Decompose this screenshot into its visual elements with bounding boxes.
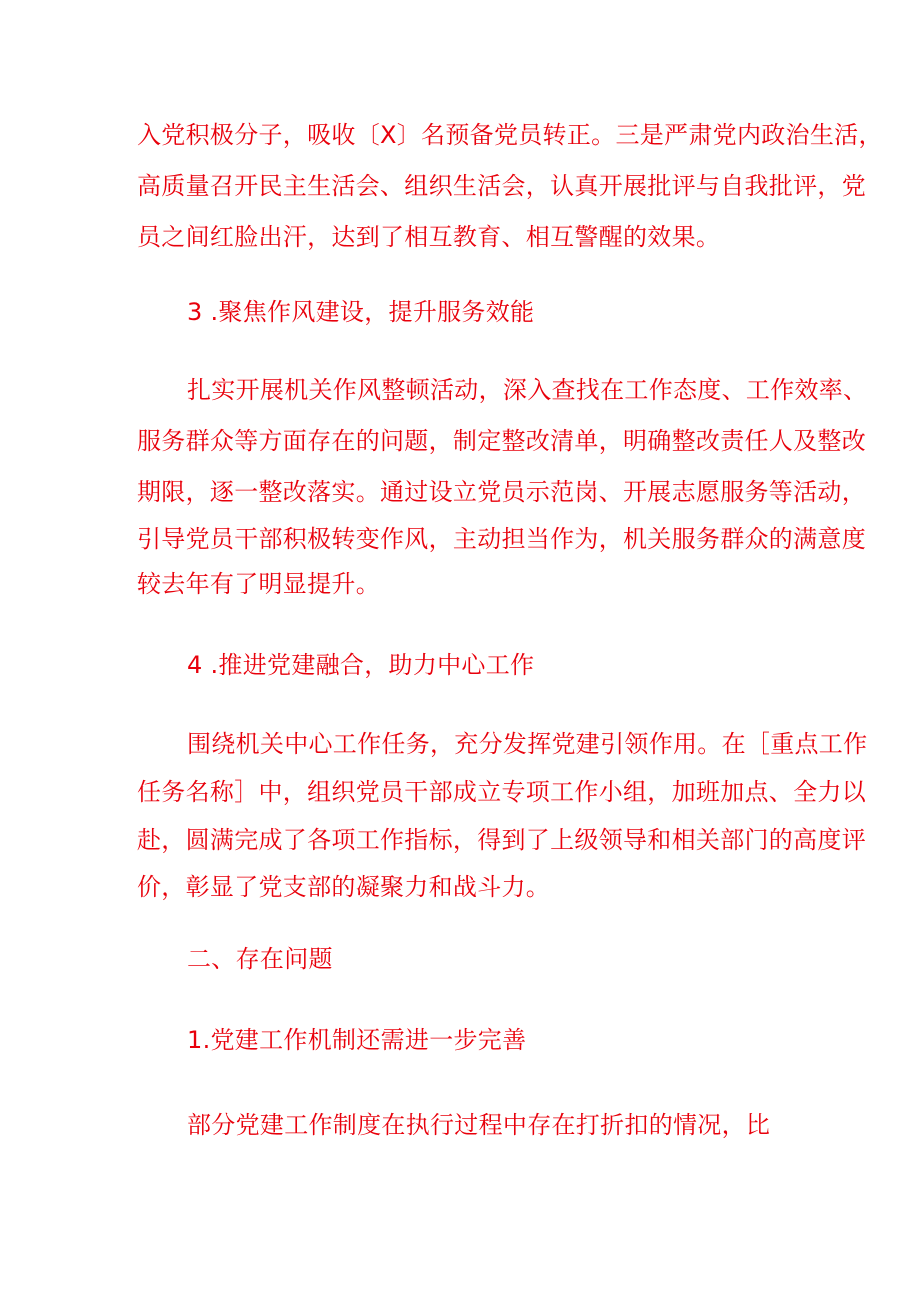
paragraph-line: 任务名称］中，组织党员干部成立专项工作小组，加班加点、全力以 (137, 778, 866, 806)
paragraph-line: 扎实开展机关作风整顿活动，深入查找在工作态度、工作效率、 (187, 376, 868, 404)
paragraph-line: 价，彰显了党支部的凝聚力和战斗力。 (137, 873, 551, 901)
paragraph-line: 高质量召开民主生活会、组织生活会，认真开展批评与自我批评，党 (137, 172, 866, 200)
section-heading-3: 3 .聚焦作风建设，提升服务效能 (187, 298, 535, 326)
paragraph-line: 入党积极分子，吸收〔X〕名预备党员转正。三是严肃党内政治生活， (137, 121, 883, 149)
paragraph-line: 期限，逐一整改落实。通过设立党员示范岗、开展志愿服务等活动， (137, 478, 866, 506)
paragraph-line: 赴，圆满完成了各项工作指标，得到了上级领导和相关部门的高度评 (137, 826, 866, 854)
paragraph-line: 员之间红脸出汗，达到了相互教育、相互警醒的效果。 (137, 223, 721, 251)
paragraph-line: 引导党员干部积极转变作风，主动担当作为，机关服务群众的满意度 (137, 525, 866, 553)
section-title-problems: 二、存在问题 (187, 945, 333, 973)
paragraph-line: 服务群众等方面存在的问题，制定整改清单，明确整改责任人及整改 (137, 427, 866, 455)
paragraph-line: 较去年有了明显提升。 (137, 570, 380, 598)
subsection-title: 1.党建工作机制还需进一步完善 (187, 1026, 527, 1054)
paragraph-line: 部分党建工作制度在执行过程中存在打折扣的情况，比 (187, 1111, 771, 1139)
section-heading-4: 4 .推进党建融合，助力中心工作 (187, 651, 535, 679)
paragraph-line: 围绕机关中心工作任务，充分发挥党建引领作用。在［重点工作 (187, 730, 868, 758)
